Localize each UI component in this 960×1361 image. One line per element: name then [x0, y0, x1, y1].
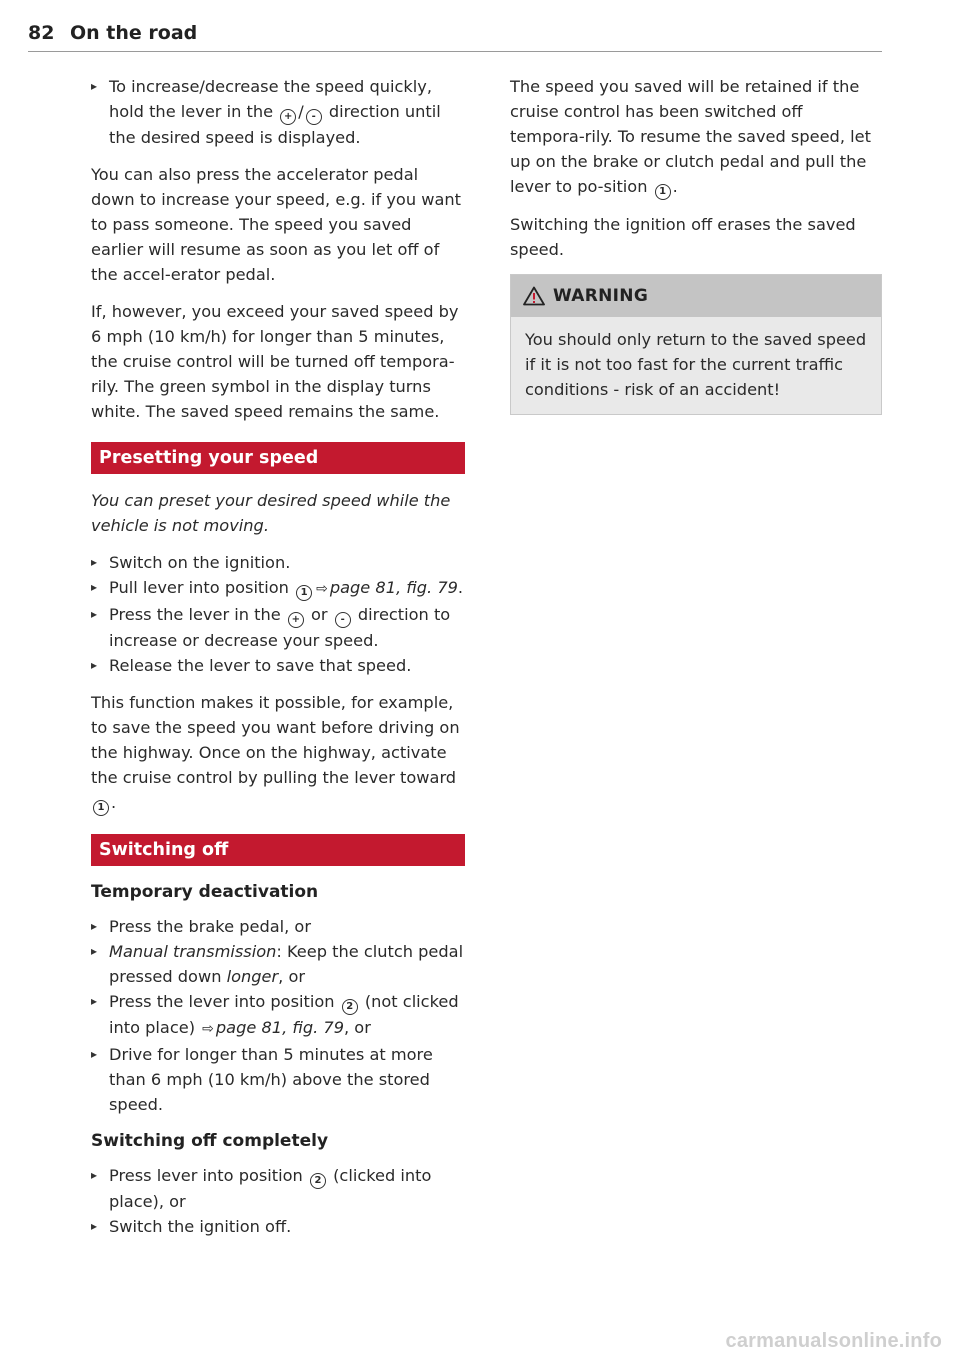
text: longer [226, 967, 279, 986]
list-item: ▸ Switch on the ignition. [91, 550, 465, 575]
position-1-icon: 1 [296, 585, 312, 601]
text: (clicked into place), or [109, 1166, 432, 1211]
warning-box [510, 274, 882, 415]
text: Manual transmission [109, 942, 277, 961]
section-title: On the road [70, 22, 198, 44]
text: Press the lever in the [109, 605, 286, 624]
minus-symbol-icon: - [306, 109, 322, 125]
paragraph: You can also press the accelerator pedal down to increase your speed, e.g. if you want to pass someone. The speed you saved earlier will resume as soon as you let off of the accel-erator pedal. [91, 165, 461, 284]
plus-symbol-icon: + [280, 109, 296, 125]
warning-label: WARNING [553, 286, 649, 306]
list-item: ▸ Release the lever to save that speed. [91, 653, 465, 678]
paragraph [510, 74, 882, 200]
section-heading-switching-off: Switching off [91, 834, 465, 866]
warning-text: You should only return to the saved speed if it is not too fast for the current traffic conditions - risk of an accident! [525, 330, 867, 399]
text: The speed you saved will be retained if the cruise control has been switched off tempora-rily. To resume the saved speed, let up on the brake or clutch pedal and pull the lever to po-sition [510, 77, 871, 196]
position-1-icon: 1 [655, 184, 671, 200]
list-item [91, 1163, 465, 1214]
list-item [91, 74, 465, 150]
text: To increase/decrease the speed quickly, hold the lever in the [109, 77, 433, 121]
text: , or [278, 967, 306, 986]
text: Press the lever into position [109, 992, 340, 1011]
temporary-steps [91, 914, 465, 1117]
arrow-icon: ⇨ [316, 581, 328, 597]
position-2-icon: 2 [342, 999, 358, 1015]
paragraph: If, however, you exceed your saved speed by 6 mph (10 km/h) for longer than 5 minutes, the cruise control will be turned off tempora-rily. The green symbol in the display turns white. The saved speed remains the same. [91, 302, 459, 421]
text: direction to increase or decrease your speed. [109, 605, 451, 650]
text: . [457, 578, 464, 597]
text: Pull lever into position [109, 578, 295, 597]
text: . [672, 177, 678, 196]
text: This function makes it possible, for example, to save the speed you want before driving on the highway. Once on the highway, activate the cruise control by pulling the lever toward [91, 693, 460, 787]
warning-body [511, 317, 881, 414]
plus-symbol-icon: + [288, 612, 304, 628]
text: , or [344, 1018, 371, 1037]
text: / [298, 102, 304, 121]
warning-header [511, 275, 881, 317]
section-heading-presetting: Presetting your speed [91, 442, 465, 474]
complete-steps [91, 1163, 465, 1239]
list-item [91, 602, 465, 653]
subheading-temporary: Temporary deactivation [91, 882, 319, 902]
left-column [91, 74, 465, 1251]
right-column [510, 74, 882, 415]
minus-symbol-icon: - [335, 612, 351, 628]
list-item: ▸ Switch the ignition off. [91, 1214, 465, 1239]
list-item: ▸ Press the brake pedal, or [91, 914, 465, 939]
subheading-complete: Switching off completely [91, 1131, 329, 1151]
page-reference-link[interactable]: page 81, fig. 79 [329, 578, 458, 597]
page-number: 82 [28, 22, 55, 44]
page-reference-link[interactable]: page 81, fig. 79 [215, 1018, 344, 1037]
watermark: carmanualsonline.info [725, 1330, 942, 1352]
text: (not clicked into place) [109, 992, 459, 1037]
position-1-icon: 1 [93, 800, 109, 816]
warning-triangle-icon [523, 286, 545, 306]
page-header [28, 22, 882, 52]
position-2-icon: 2 [310, 1173, 326, 1189]
text: or [305, 605, 333, 624]
list-item [91, 989, 465, 1042]
presetting-steps [91, 550, 465, 678]
lead-paragraph: You can preset your desired speed while the vehicle is not moving. [91, 491, 451, 535]
text: Press lever into position [109, 1166, 308, 1185]
list-item: ▸ Drive for longer than 5 minutes at more than 6 mph (10 km/h) above the stored speed. [91, 1042, 465, 1117]
paragraph: Switching the ignition off erases the saved speed. [510, 215, 856, 259]
list-item [91, 575, 465, 602]
text: : Keep the clutch pedal pressed down [109, 942, 464, 986]
text: direction until the desired speed is displayed. [109, 102, 441, 147]
text: . [111, 793, 117, 812]
arrow-icon: ⇨ [202, 1021, 214, 1037]
paragraph [91, 690, 465, 816]
list-item [91, 939, 465, 989]
intro-list [91, 74, 465, 150]
